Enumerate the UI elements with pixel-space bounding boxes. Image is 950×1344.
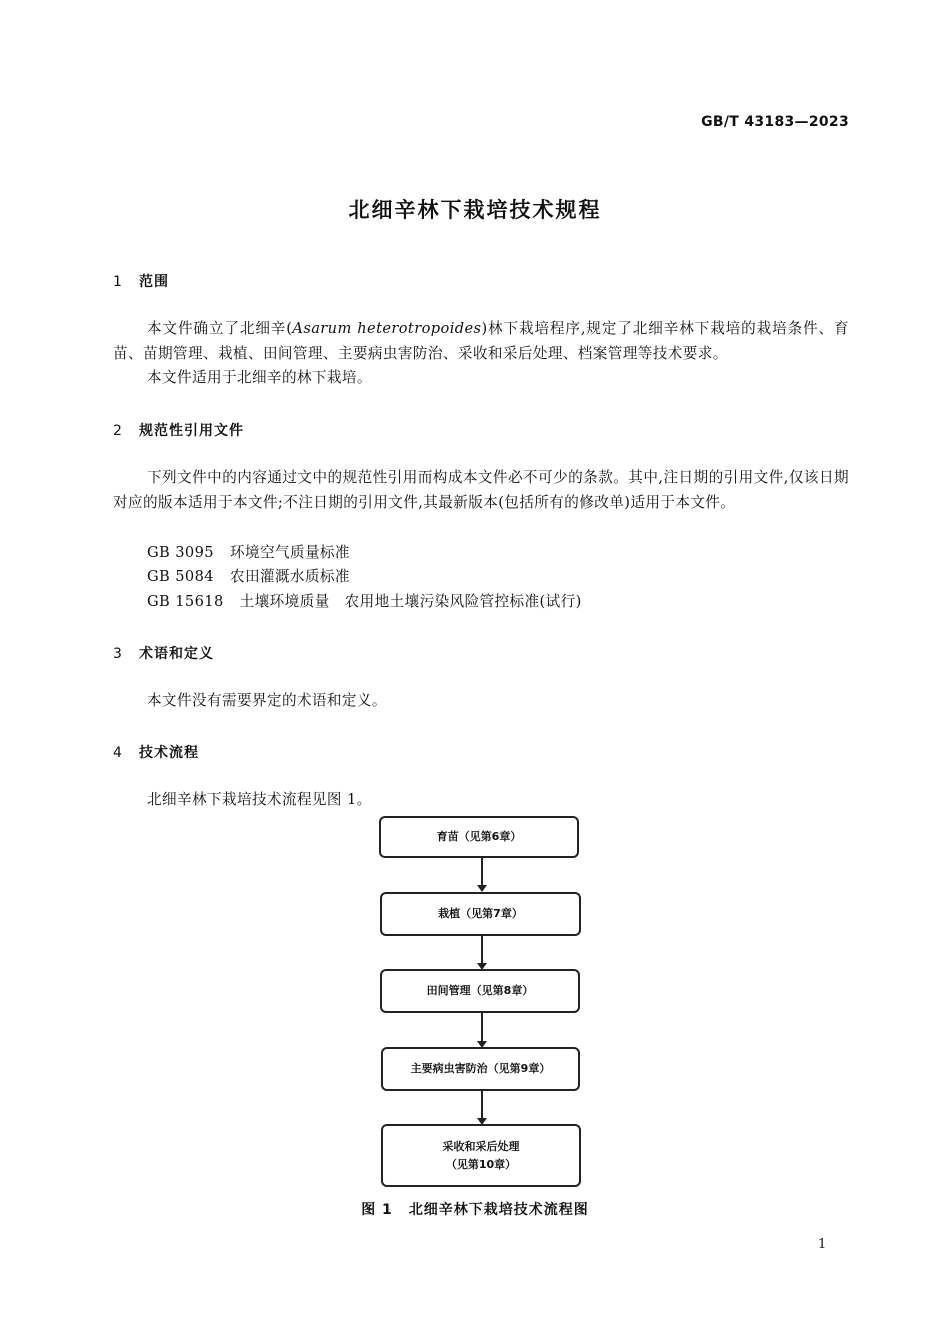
flow-step-field-management [380,969,580,1013]
reference-title: 土壤环境质量 农用地土壤污染风险管控标准(试行) [239,593,582,610]
reference-title: 农田灌溉水质标准 [229,568,350,585]
document-title: 北细辛林下栽培技术规程 [348,198,602,222]
flow-step-label: 栽植（见第7章） [438,907,523,920]
figure-caption [0,1199,950,1219]
flow-step-label: 育苗（见第6章） [436,830,522,843]
reference-code: GB 3095 [147,544,214,561]
reference-code: GB 15618 [147,593,224,610]
section-number: 4 [113,745,123,761]
flow-step-label: 田间管理（见第8章） [426,984,534,997]
section-1-paragraph-1 [113,317,849,366]
section-title: 技术流程 [139,745,199,761]
standard-code: GB/T 43183—2023 [701,114,849,130]
section-title: 范围 [139,274,169,290]
figure-number: 图 1 [361,1202,393,1218]
flow-step-pest-control [381,1047,580,1091]
section-number: 1 [113,274,123,290]
arrow-down-icon [481,1013,483,1046]
reference-item [147,565,350,586]
reference-item [147,541,350,562]
arrow-down-icon [481,858,483,890]
section-number: 2 [113,423,123,439]
flow-step-sublabel: （见第10章） [445,1157,517,1171]
section-title: 规范性引用文件 [139,423,244,439]
reference-code: GB 5084 [147,568,214,585]
latin-name: Asarum heterotropoides [292,320,482,337]
section-2-heading [113,420,244,440]
flow-step-label: 主要病虫害防治（见第9章） [410,1062,551,1075]
flow-step-label: 采收和采后处理 [442,1139,520,1153]
text-run: )林下栽培程序,规定了北细辛林下栽培的栽培条件、育苗、苗期管理、栽植、田间管理、主要病虫害防治、采收和采后处理、档案管理等技术要求。 [113,320,849,362]
flow-step-planting [380,892,581,936]
section-1-paragraph-2: 本文件适用于北细辛的林下栽培。 [147,369,372,386]
section-3-heading [113,643,214,663]
figure-title: 北细辛林下栽培技术流程图 [408,1202,589,1218]
reference-title: 环境空气质量标准 [229,544,350,561]
flow-step-harvest [381,1124,581,1187]
arrow-down-icon [481,936,483,968]
section-2-paragraph: 下列文件中的内容通过文中的规范性引用而构成本文件必不可少的条款。其中,注日期的引用文件,仅该日期对应的版本适用于本文件;不注日期的引用文件,其最新版本(包括所有的修改单)适用于本文件。 [113,469,849,511]
page-number: 1 [818,1237,827,1252]
section-3-paragraph: 本文件没有需要界定的术语和定义。 [147,692,387,709]
arrow-down-icon [481,1091,483,1123]
text-run: 本文件确立了北细辛( [147,320,293,337]
section-title: 术语和定义 [139,646,214,662]
section-4-heading [113,742,199,762]
section-1-heading [113,271,169,291]
section-number: 3 [113,646,123,662]
section-4-paragraph: 北细辛林下栽培技术流程见图 1。 [147,791,372,808]
reference-item [147,590,582,611]
flow-step-seedling [379,816,579,858]
